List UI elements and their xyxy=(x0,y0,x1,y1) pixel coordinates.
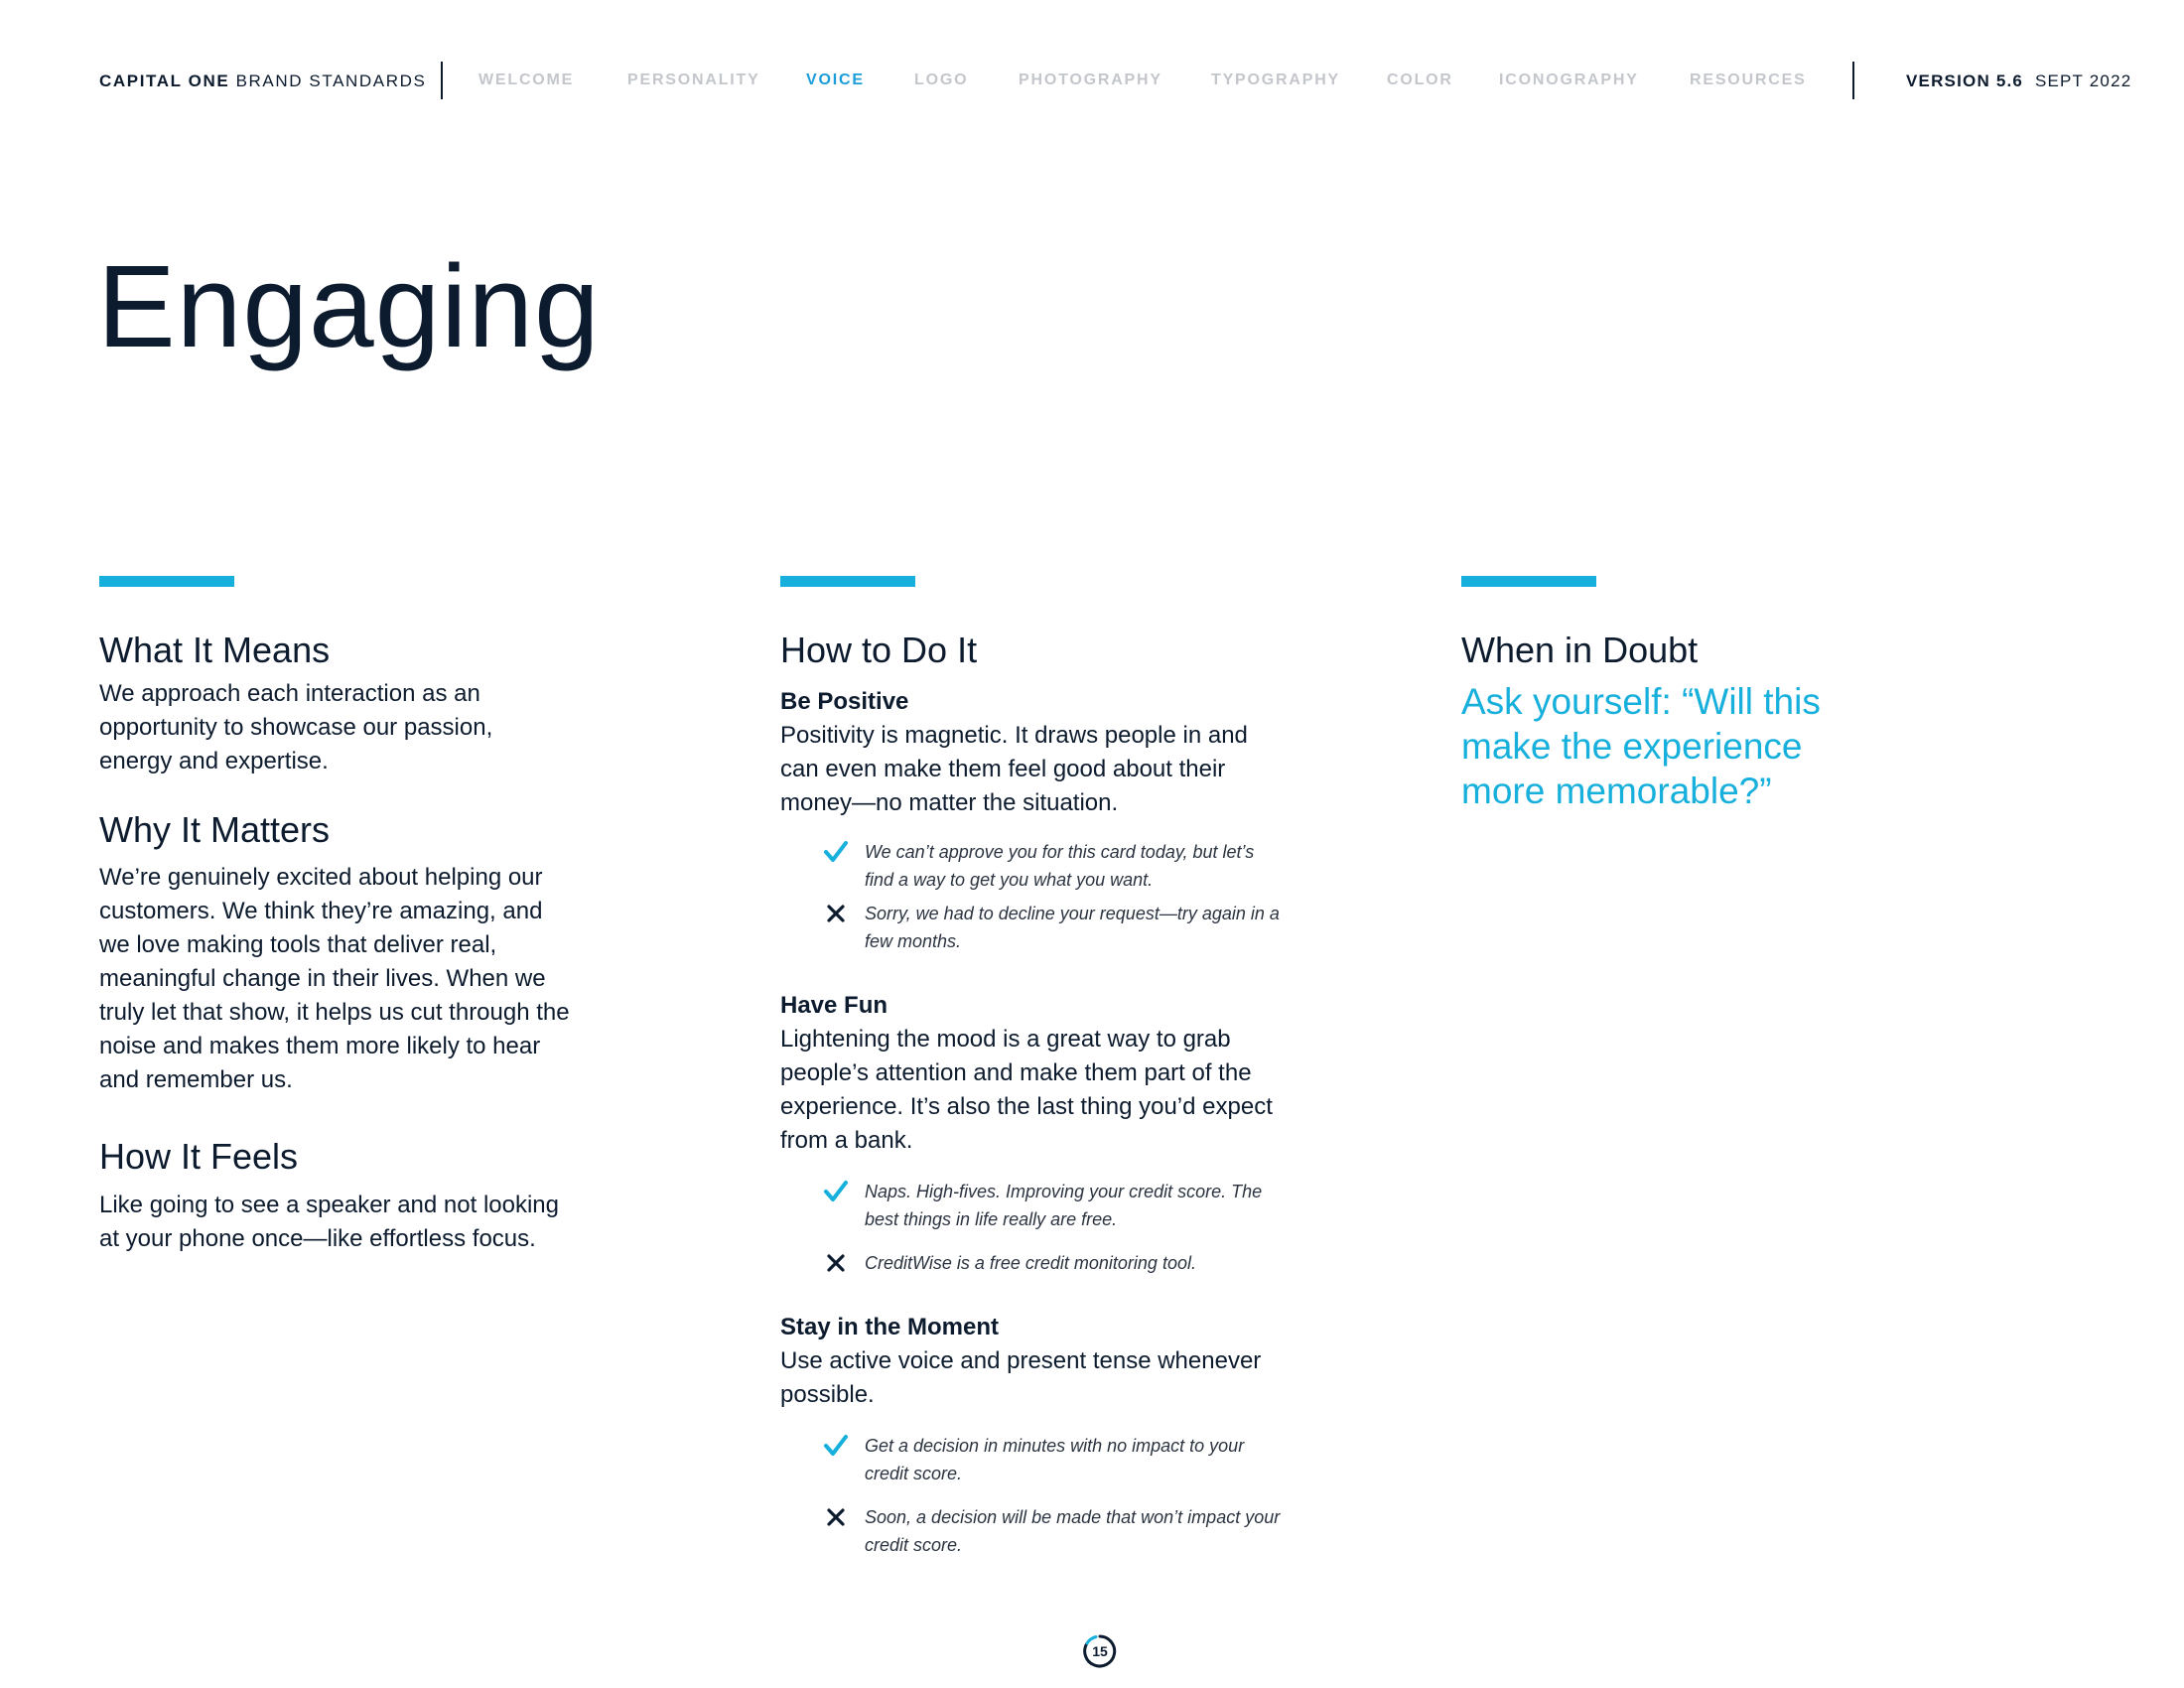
when-in-doubt-question: Ask yourself: “Will this make the experience more memorable?” xyxy=(1461,681,1821,812)
dont-example-text: Soon, a decision will be made that won’t impact your credit score. xyxy=(865,1507,1281,1556)
page-title: Engaging xyxy=(97,241,601,372)
x-icon xyxy=(822,1503,850,1531)
do-example-text: We can’t approve you for this card today, but let’s find a way to get you what you want. xyxy=(865,842,1255,891)
version-number: VERSION 5.6 xyxy=(1906,71,2024,90)
do-example-text: Naps. High-fives. Improving your credit score. The best things in life really are free. xyxy=(865,1182,1263,1230)
have-fun-title: Have Fun xyxy=(780,992,888,1020)
nav-iconography[interactable]: ICONOGRAPHY xyxy=(1499,71,1639,88)
do-example xyxy=(780,1178,1282,1233)
nav-welcome[interactable]: WELCOME xyxy=(478,71,575,88)
do-example-text: Get a decision in minutes with no impact to your credit score. xyxy=(865,1436,1245,1484)
what-it-means-heading: What It Means xyxy=(99,630,331,670)
header-divider-right xyxy=(1852,62,1854,99)
check-icon xyxy=(822,1178,850,1205)
column-when-in-doubt xyxy=(1461,576,1878,813)
do-example xyxy=(780,838,1282,894)
nav-logo[interactable]: LOGO xyxy=(914,71,969,88)
nav-personality[interactable]: PERSONALITY xyxy=(627,71,760,88)
when-in-doubt-heading: When in Doubt xyxy=(1461,630,1699,670)
nav-voice[interactable]: VOICE xyxy=(806,71,865,88)
accent-bar xyxy=(1461,576,1596,587)
do-example xyxy=(780,1432,1282,1487)
page-number-badge xyxy=(1082,1633,1118,1669)
brand-name: CAPITAL ONE xyxy=(99,71,230,90)
how-it-feels-text: Like going to see a speaker and not looking at your phone once—like effortless focus. xyxy=(99,1191,559,1252)
how-to-do-it-heading: How to Do It xyxy=(780,630,978,670)
stay-in-the-moment-title: Stay in the Moment xyxy=(780,1314,1000,1341)
dont-example-text: Sorry, we had to decline your request—try again in a few months. xyxy=(865,904,1280,952)
x-icon xyxy=(822,1249,850,1277)
version-label xyxy=(1906,71,2131,91)
version-date: SEPT 2022 xyxy=(2034,71,2132,90)
x-icon xyxy=(822,900,850,927)
dont-example-text: CreditWise is a free credit monitoring tool. xyxy=(865,1253,1196,1274)
why-it-matters-heading: Why It Matters xyxy=(99,809,331,851)
dont-example xyxy=(780,900,1282,955)
what-it-means-text: We approach each interaction as an opportunity to showcase our passion, energy and expertise. xyxy=(99,680,493,775)
nav-resources[interactable]: RESOURCES xyxy=(1690,71,1807,88)
nav-color[interactable]: COLOR xyxy=(1387,71,1453,88)
why-it-matters-text: We’re genuinely excited about helping our customers. We think they’re amazing, and we love making tools that deliver real, meaningful change in their lives. When we truly let that show, it helps us cut through the noise and makes them more likely to hear and remember us. xyxy=(99,864,570,1094)
nav-typography[interactable]: TYPOGRAPHY xyxy=(1211,71,1341,88)
dont-example xyxy=(780,1503,1282,1559)
check-icon xyxy=(822,838,850,866)
stay-in-the-moment-text: Use active voice and present tense whenever possible. xyxy=(780,1347,1262,1409)
accent-bar xyxy=(99,576,234,587)
column-how-to-do-it xyxy=(780,576,1356,1559)
page-header xyxy=(0,0,2184,159)
brand-title xyxy=(99,71,426,91)
brand-subtitle: BRAND STANDARDS xyxy=(235,71,427,90)
accent-bar xyxy=(780,576,915,587)
be-positive-text: Positivity is magnetic. It draws people in and can even make them feel good about their money—no matter the situation. xyxy=(780,722,1248,817)
be-positive-title: Be Positive xyxy=(780,688,909,716)
nav-photography[interactable]: PHOTOGRAPHY xyxy=(1019,71,1162,88)
header-divider-left xyxy=(441,62,443,99)
dont-example xyxy=(780,1249,1282,1277)
check-icon xyxy=(822,1432,850,1460)
have-fun-text: Lightening the mood is a great way to grab people’s attention and make them part of the experience. It’s also the last thing you’d expect from a bank. xyxy=(780,1026,1273,1155)
how-it-feels-heading: How It Feels xyxy=(99,1136,299,1178)
column-what-it-means xyxy=(99,576,576,1256)
page-number: 15 xyxy=(1092,1643,1108,1659)
